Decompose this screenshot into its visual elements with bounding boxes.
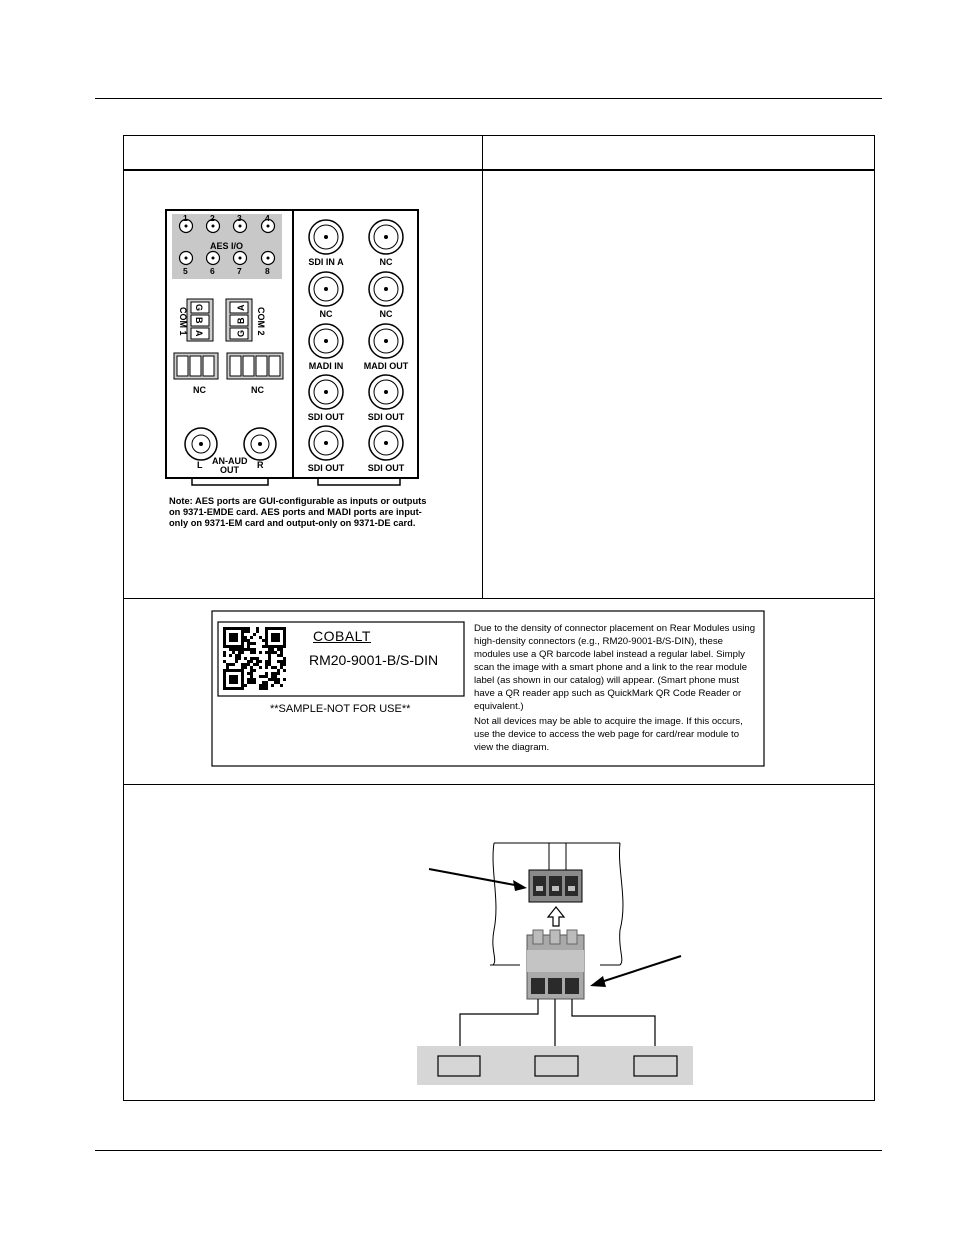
pointer-arrow-plug — [598, 956, 681, 983]
bnc-label: SDI OUT — [307, 463, 345, 473]
bnc-label: SDI OUT — [367, 463, 405, 473]
aes-label: AES I/O — [210, 241, 244, 251]
wire-terminal-right — [634, 1056, 677, 1076]
bnc-label: NC — [319, 309, 333, 319]
model-number: RM20-9001-B/S-DIN — [309, 652, 439, 668]
audio-l-label: L — [197, 460, 203, 470]
pointer-arrowhead-plug — [590, 976, 606, 987]
bnc-label: SDI OUT — [367, 412, 405, 422]
com1-label: COM 1 — [178, 307, 188, 336]
bnc-label: MADI IN — [308, 361, 344, 371]
audio-r-label: R — [257, 460, 264, 470]
aes-port-number: 7 — [237, 266, 242, 276]
qr-paragraph-2: Not all devices may be able to acquire the image. If this occurs, use the device to access the web page for card/rear module to view the diagram. — [474, 716, 743, 753]
aes-port-number: 6 — [210, 266, 215, 276]
sample-caption: **SAMPLE-NOT FOR USE** — [270, 703, 411, 715]
com1-letter-g: G — [194, 304, 204, 312]
pointer-arrow-header — [429, 869, 520, 886]
wire-terminal-left — [438, 1056, 480, 1076]
com2-letter-a: A — [236, 304, 246, 311]
com2-letter-b: B — [236, 317, 246, 324]
nc-left-label: NC — [193, 385, 206, 395]
bnc-label: NC — [379, 309, 393, 319]
com1-letter-a: A — [194, 330, 204, 337]
insert-arrow-icon — [548, 907, 564, 926]
wire-terminal-center — [535, 1056, 578, 1076]
aes-port-number: 5 — [183, 266, 188, 276]
an-aud-out-label: OUT — [220, 465, 239, 475]
bnc-label: SDI IN A — [308, 257, 344, 267]
com2-letter-g: G — [236, 329, 246, 337]
bnc-label: SDI OUT — [307, 412, 345, 422]
aes-port-number: 8 — [265, 266, 270, 276]
rear-panel-note: Note: AES ports are GUI-configurable as inputs or outputs on 9371-EMDE card. AES ports and MADI ports are input-only on 9371-EM card and output-only on 9371-DE card. — [169, 496, 427, 528]
aes-port-number: 2 — [210, 213, 215, 223]
qr-paragraph-1: Due to the density of connector placement on Rear Modules using high-density connectors (e.g., RM20-9001-B/S-DIN), these modules use a QR barcode label instead a regular label. Simply scan the image with a smart phone and a link to the rear module label (as shown in our catalog) will appear. (Smart phone must have a QR reader app such as QuickMark QR Code Reader or equivalent.) — [474, 623, 756, 712]
nc-right-label: NC — [251, 385, 264, 395]
bnc-label: MADI OUT — [363, 361, 409, 371]
aes-port-number: 3 — [237, 213, 242, 223]
com2-label: COM 2 — [256, 307, 266, 336]
bnc-label: NC — [379, 257, 393, 267]
pointer-arrowhead-header — [513, 880, 527, 891]
brand-logo: COBALT — [313, 628, 371, 644]
an-aud-label: AN-AUD — [212, 456, 248, 466]
aes-port-number: 4 — [265, 213, 270, 223]
aes-port-number: 1 — [183, 213, 188, 223]
com1-letter-b: B — [194, 317, 204, 324]
